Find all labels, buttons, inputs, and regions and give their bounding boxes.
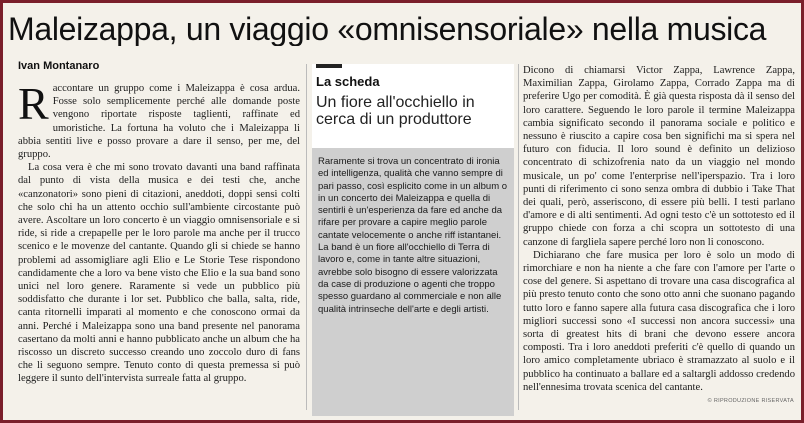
paragraph: Dicono di chiamarsi Victor Zappa, Lawrence Zappa, Maximilian Zappa, Girolamo Zappa, Corrado Zappa ma di preferire Ugo per comodità. È già questa risposta dà il senso del loro carattere. Seguendo le loro parole il termine Maleizappa cambia significato secondo il panorama sociale e politico e nessuno è riuscito a capire cosa ben significhi ma si spera nel futuro con fiducia. Il loro sound è definito un delizioso concentrato di schizofrenia nato da un viaggio nel mondo musicale, un po' come l'enterprise nell'iperspazio. Tra i loro punti di riferimento ci sono senza ombra di dubbio i Take That dei quali, però, asseriscono, di essere più belli. I testi parlano d'amore e di alti sentimenti. Ad ogni testo c'è un sottotesto ed il gruppo chiede con forza a chi scopra un sottotesto di una canzone di fargliela sapere perché loro non li conoscono. — [523, 65, 795, 248]
paragraph: La cosa vera è che mi sono trovato davanti una band raffinata dal punto di vista della musica e dei testi che, anche «canzonatori» sono pieni di citazioni, aneddoti, doppi sensi colti che solo chi ha un attento occhio sull'ambiente circostante può avere. Ascoltare un loro concerto è un viaggio omnisensoriale e si ride, si ride a crepapelle per le loro parole ma anche per il trucco scenico e le movenze del cantante. Quando gli si chiede se hanno problemi ad assomigliare agli Elio e Le Storie Tese rispondono candidamente che a loro va bene visto che Elio e la sua band sono unici nel loro genere. Raramente si vede un pubblico più soddisfatto che durante i lor set. Pubblico che balla, salta, ride, canta ritornelli imparati al momento e che conoscono ormai da anni. Perché i Maleizappa sono una band presente nel panorama casertano da molti anni e hanno pubblicato anche un album che ha riscosso un discreto successo creando uno zoccolo duro di fans che li seguono sempre. Tenuto conto di questa premessa si può leggere il sunto dell'intervista surreale fatta al gruppo. — [18, 162, 300, 385]
kicker-bar — [316, 64, 342, 68]
article-column-3 — [523, 64, 795, 392]
column-divider — [306, 64, 307, 410]
headline: Maleizappa, un viaggio «omnisensoriale» nella musica — [8, 12, 767, 46]
column-divider — [518, 64, 519, 410]
drop-cap: R — [18, 82, 49, 129]
copyright-notice: © RIPRODUZIONE RISERVATA — [707, 398, 794, 404]
article-column-1 — [18, 82, 300, 407]
sidebar-subhead: Un fiore all'occhiello in cerca di un produttore — [316, 94, 475, 128]
paragraph: Dichiarano che fare musica per loro è solo un modo di rimorchiare e non ha niente a che fare con l'amore per l'arte o cose del genere. Si aspettano di trovare una casa discografica al più presto tenuto conto che sono otto anni che suonano pagando tutto loro e fanno sapere alla futura casa discografica che i loro migliori successi sono «I successi non ancora successi» una sorta di greatest hits di brani che devono essere ancora composti. Tra i loro aneddoti preferiti c'è quello di quando un loro amico completamente ubriaco è stramazzato al suolo e il pubblico ha continuato a ballare ed a saltargli addosso credendo nell'ennesima trovata scenica del cantante. — [523, 249, 795, 392]
author-byline: Ivan Montanaro — [18, 60, 100, 72]
paragraph: accontare un gruppo come i Maleizappa è cosa ardua. Fosse solo semplicemente perché alle domande poste vengono riportate risposte taglienti, raffinate ed umoristiche. La fortuna ha voluto che i Maleizappa li abbia sentiti live e posso provare a dare il senso, per me, del gruppo. — [18, 83, 300, 161]
sidebar-box — [312, 64, 514, 414]
sidebar-kicker: La scheda — [316, 74, 380, 89]
sidebar-body: Raramente si trova un concentrato di ironia ed intelligenza, qualità che vanno sempre di pari passo, così esplicito come in un album o in un concerto dei Maleizappa e quella di sentirli è un'esperienza da fare ed anche da rifare per provare a capire meglio parole cantate velocemente o anche riff istantanei. La band è un fiore all'occhiello di Terra di lavoro e, come in tante altre situazioni, avrebbe solo bisogno di essere valorizzata da case di produzione o agenti che troppo spesso guardano al commerciale e non alle qualità intrinseche dell'arte e degli artisti. — [318, 156, 508, 315]
